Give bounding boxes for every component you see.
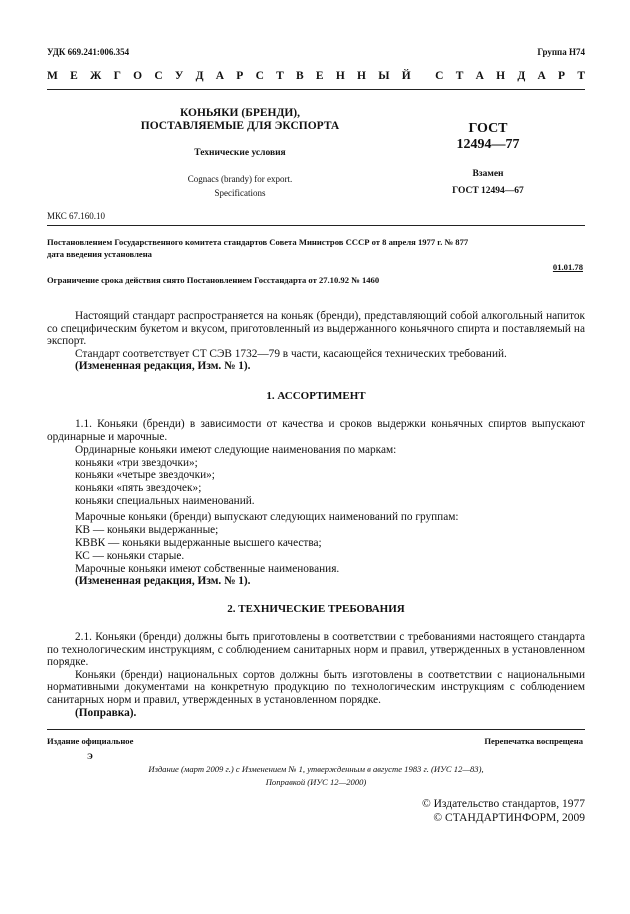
heading-letter: С (435, 70, 444, 82)
header-rule (47, 89, 585, 90)
gost-number: 12494—77 (456, 137, 520, 152)
heading-letter: Ы (378, 70, 390, 82)
edition-mark: Э (87, 751, 93, 761)
intro-block (47, 310, 585, 373)
copyright-2009: © СТАНДАРТИНФОРМ, 2009 (433, 812, 585, 824)
section-1-line: Марочные коньяки (бренди) выпускают следующих наименований по группам: (75, 511, 459, 523)
copyright-1977: © Издательство стандартов, 1977 (421, 798, 585, 810)
english-title-line1: Cognacs (brandy) for export. (187, 174, 293, 184)
heading-letter: В (296, 70, 304, 82)
heading-letter: У (174, 70, 184, 82)
section-1-heading: 1. АССОРТИМЕНТ (266, 390, 366, 402)
heading-letter: А (215, 70, 225, 82)
official-edition: Издание официальное (47, 736, 134, 746)
heading-letter: Н (496, 70, 506, 82)
reprint-prohibited: Перепечатка воспрещена (484, 736, 583, 746)
section-1-1-text: 1.1. Коньяки (бренди) в зависимости от качества и сроков выдержки коньячных спиртов выпускают ординарные и марочные. (47, 418, 585, 443)
intro-paragraph-2: Стандарт соответствует СТ СЭВ 1732—79 в части, касающейся технических требований. (75, 347, 507, 360)
heading-letter: Т (577, 70, 585, 82)
section-1-line: коньяки «пять звездочек»; (75, 482, 202, 494)
doc-title-line1: КОНЬЯКИ (БРЕНДИ), (179, 107, 301, 119)
section-1-line: КС — коньяки старые. (75, 550, 185, 562)
section-2-amendment-note: (Поправка). (75, 706, 137, 719)
gost-label: ГОСТ (468, 121, 508, 136)
section-1-line: КВВК — коньяки выдержанные высшего качества; (75, 537, 322, 549)
heading-letter: Р (236, 70, 244, 82)
effective-date: 01.01.78 (552, 262, 583, 272)
section-1-line: Марочные коньяки имеют собственные наименования. (75, 563, 340, 575)
section-2-block (47, 631, 585, 719)
heading-letter: Е (315, 70, 324, 82)
heading-letter: С (154, 70, 163, 82)
section-2-national-text: Коньяки (бренди) национальных сортов должны быть изготовлены в соответствии с национальными нормативными документами на конкретную продукцию по технологическим инструкциям с соблюдением санитарных норм и правил, утвержденных в установленном порядке. (47, 668, 585, 706)
doc-title-line2: ПОСТАВЛЯЕМЫЕ ДЛЯ ЭКСПОРТА (140, 120, 340, 132)
decree-line2: дата введения установлена (47, 249, 152, 259)
edition-info-line2: Поправкой (ИУС 12—2000) (265, 777, 367, 787)
section-1-line: Ординарные коньяки имеют следующие наименования по маркам: (75, 444, 397, 456)
section-2-1-text: 2.1. Коньяки (бренди) должны быть приготовлены в соответствии с требованиями настоящего стандарта по технологическим инструкциям, с соблюдением санитарных норм и правил, утвержденных в установленном порядке. (47, 631, 585, 669)
heading-letter: Д (195, 70, 204, 82)
section-2-heading: 2. ТЕХНИЧЕСКИЕ ТРЕБОВАНИЯ (227, 603, 405, 615)
edition-info-line1: Издание (март 2009 г.) с Изменением № 1, утвержденным в августе 1983 г. (ИУС 12—83), (148, 764, 484, 774)
heading-letter: Н (357, 70, 366, 82)
heading-letter: А (537, 70, 546, 82)
standard-type-heading (47, 70, 585, 82)
mks-code: МКС 67.160.10 (47, 211, 106, 221)
heading-letter: Д (517, 70, 526, 82)
section-1-change-note: (Измененная редакция, Изм. № 1). (75, 575, 251, 587)
section-1-line: КВ — коньяки выдержанные; (75, 524, 219, 536)
group-code: Группа Н74 (537, 47, 585, 57)
replaces-label: Взамен (472, 169, 504, 179)
decree-line1: Постановлением Государственного комитета стандартов Совета Министров СССР от 8 апреля 1977 г. № 877 (47, 237, 469, 247)
heading-letter: Е (70, 70, 78, 82)
heading-letter: Ж (90, 70, 102, 82)
replaces-number: ГОСТ 12494—67 (452, 186, 524, 196)
heading-letter: Г (113, 70, 121, 82)
heading-letter: Т (276, 70, 284, 82)
doc-subtitle: Технические условия (194, 148, 286, 158)
title-rule (47, 225, 585, 226)
heading-letter: М (47, 70, 58, 82)
section-1-line: коньяки «три звездочки»; (75, 457, 198, 469)
intro-change-note: (Измененная редакция, Изм. № 1). (75, 360, 251, 373)
section-1-line: коньяки специальных наименований. (75, 495, 255, 507)
footer-rule (47, 729, 585, 730)
limit-note: Ограничение срока действия снято Постановлением Госстандарта от 27.10.92 № 1460 (47, 275, 380, 285)
section-1-paragraph (47, 418, 585, 443)
section-1-line: коньяки «четыре звездочки»; (75, 469, 215, 481)
heading-letter: Т (455, 70, 464, 82)
english-title-line2: Specifications (214, 188, 266, 198)
heading-letter: А (475, 70, 484, 82)
intro-paragraph-1: Настоящий стандарт распространяется на коньяк (бренди), представляющий собой алкогольный напиток со специфическим букетом и вкусом, приготовленный из выдержанного коньячного спирта и поставляемый на экспорт. (47, 310, 585, 348)
udk-code: УДК 669.241:006.354 (47, 47, 130, 57)
heading-letter: Р (558, 70, 566, 82)
heading-letter: О (133, 70, 143, 82)
heading-letter: Й (401, 70, 411, 82)
heading-letter: С (255, 70, 264, 82)
heading-letter: Н (335, 70, 345, 82)
